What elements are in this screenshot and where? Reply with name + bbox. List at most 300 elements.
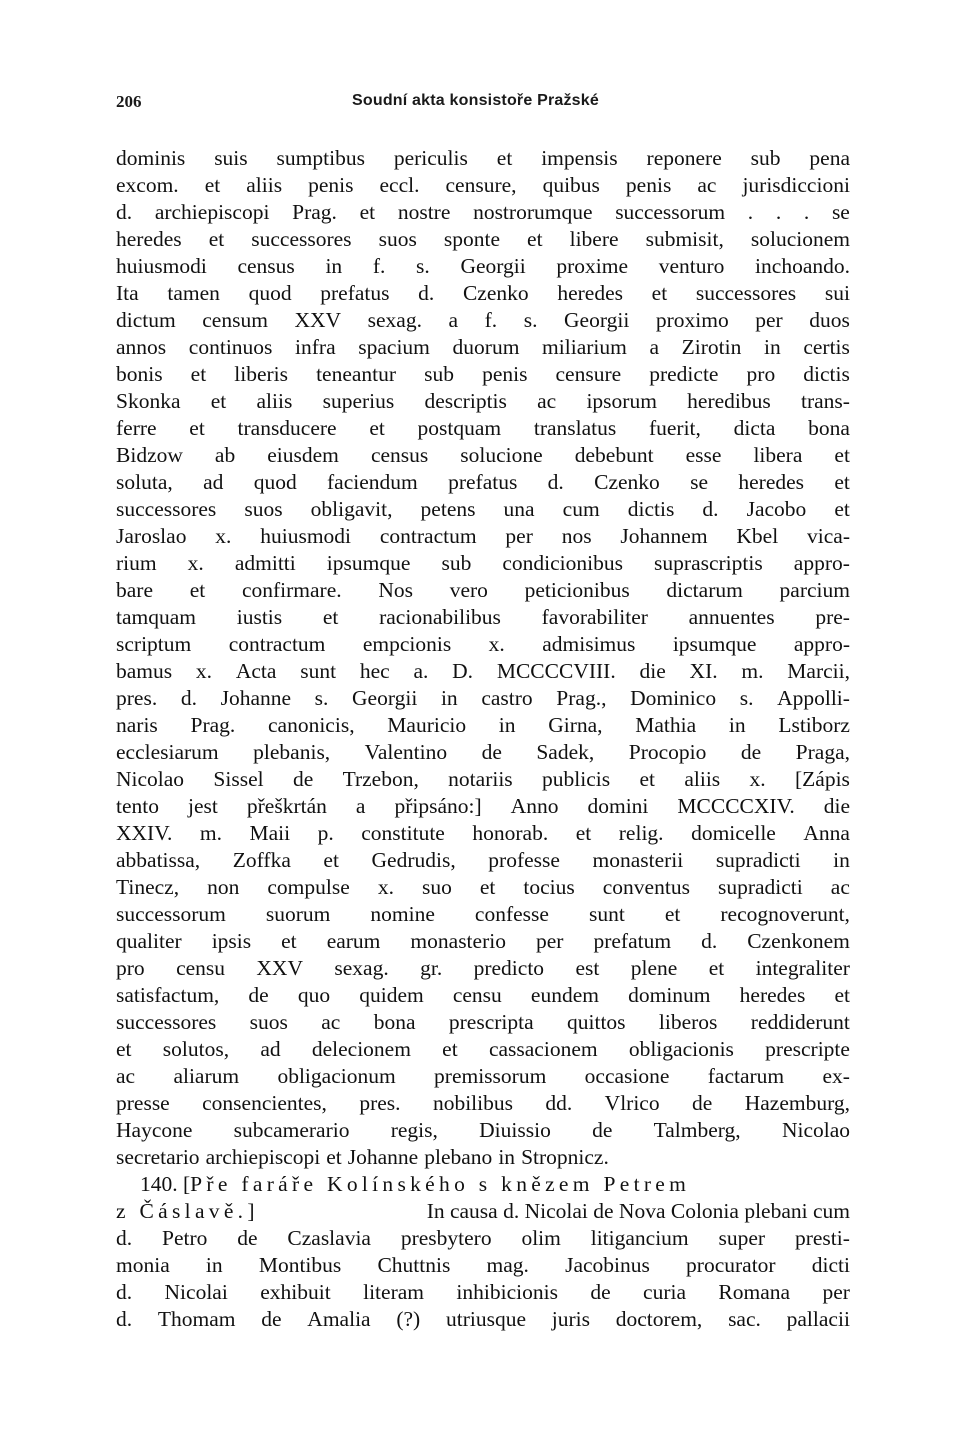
word: MCCCCXIV. bbox=[677, 794, 795, 818]
word: curia bbox=[643, 1280, 687, 1304]
word: petens bbox=[420, 497, 476, 521]
word: predicte bbox=[649, 362, 719, 386]
word: prefatus bbox=[448, 470, 518, 494]
word: conventus bbox=[602, 875, 690, 899]
section-line-2 bbox=[116, 1198, 850, 1225]
section-close-bracket: ] bbox=[247, 1199, 255, 1223]
word: prescripte bbox=[765, 1037, 850, 1061]
word: libera bbox=[753, 443, 803, 467]
word: ipsumque bbox=[672, 632, 757, 656]
word: tento bbox=[116, 794, 159, 818]
word: ab bbox=[214, 443, 236, 467]
word: prefatum bbox=[593, 929, 672, 953]
word: in bbox=[763, 335, 781, 359]
section-heading bbox=[140, 1171, 690, 1198]
word: et bbox=[189, 578, 206, 602]
word: continuos bbox=[188, 335, 273, 359]
word: super bbox=[718, 1226, 766, 1250]
word: dominis bbox=[116, 146, 186, 170]
word: [Zápis bbox=[794, 767, 850, 791]
word: et bbox=[496, 146, 513, 170]
word: heredes bbox=[116, 227, 182, 251]
word: canonicis, bbox=[268, 713, 355, 737]
word: bona bbox=[373, 1010, 416, 1034]
text-line bbox=[116, 739, 850, 766]
word: heredibus bbox=[687, 389, 771, 413]
text-line bbox=[116, 766, 850, 793]
word: factarum bbox=[707, 1064, 785, 1088]
word: periculis bbox=[393, 146, 468, 170]
word: Sadek, bbox=[536, 740, 595, 764]
word: dictis bbox=[803, 362, 850, 386]
body-text bbox=[116, 145, 850, 1333]
word: archiepiscopi bbox=[154, 200, 270, 224]
word: regis, bbox=[390, 1118, 438, 1142]
word: de bbox=[261, 1307, 282, 1331]
word: per bbox=[535, 929, 564, 953]
word: domini bbox=[587, 794, 649, 818]
word: x. bbox=[195, 659, 213, 683]
word: m. bbox=[199, 821, 222, 845]
word: dictis bbox=[627, 497, 675, 521]
text-line bbox=[116, 820, 850, 847]
text-line bbox=[116, 847, 850, 874]
word: Prag. bbox=[190, 713, 236, 737]
word: in bbox=[498, 713, 516, 737]
word: olim bbox=[521, 1226, 561, 1250]
text-line bbox=[116, 550, 850, 577]
word: impensis bbox=[541, 146, 618, 170]
word: consencientes, bbox=[202, 1091, 327, 1115]
word: se bbox=[831, 200, 850, 224]
word: submisit, bbox=[645, 227, 724, 251]
word: ac bbox=[537, 389, 557, 413]
word: solucione bbox=[460, 443, 543, 467]
word: liberos bbox=[658, 1010, 718, 1034]
word: est bbox=[575, 956, 600, 980]
word: obligacionis bbox=[628, 1037, 734, 1061]
word: de bbox=[248, 983, 269, 1007]
word: Mauricio bbox=[387, 713, 467, 737]
word: satisfactum, bbox=[116, 983, 220, 1007]
word: professe bbox=[488, 848, 560, 872]
word: d. bbox=[116, 200, 133, 224]
text-line bbox=[116, 415, 850, 442]
word: Johanne bbox=[347, 1145, 419, 1169]
word: pre- bbox=[815, 605, 850, 629]
word: delecionem bbox=[311, 1037, 411, 1061]
word: et bbox=[834, 470, 850, 494]
word: et bbox=[204, 173, 221, 197]
word: successores bbox=[695, 281, 797, 305]
word: a bbox=[649, 335, 660, 359]
word: sunt bbox=[588, 902, 625, 926]
word: nomine bbox=[370, 902, 435, 926]
text-line bbox=[116, 280, 850, 307]
word: Prag., bbox=[556, 686, 607, 710]
word: naris bbox=[116, 713, 158, 737]
word: supradicti bbox=[715, 848, 801, 872]
word: faciendum bbox=[327, 470, 418, 494]
word: sponte bbox=[443, 227, 500, 251]
word: et bbox=[322, 605, 339, 629]
word: excom. bbox=[116, 173, 179, 197]
word: obligacionum bbox=[277, 1064, 396, 1088]
word: pro bbox=[746, 362, 776, 386]
word: plebano bbox=[424, 1145, 493, 1169]
word: x. bbox=[187, 551, 204, 575]
word: exhibuit bbox=[260, 1280, 331, 1304]
word: d. bbox=[180, 686, 197, 710]
word: Romana bbox=[718, 1280, 791, 1304]
word: monia bbox=[116, 1253, 170, 1277]
word: die bbox=[639, 659, 666, 683]
word: Jaroslao bbox=[116, 524, 187, 548]
word: solutos, bbox=[162, 1037, 230, 1061]
text-line bbox=[116, 172, 850, 199]
word: . bbox=[803, 200, 810, 224]
word: quibus bbox=[542, 173, 600, 197]
word: Czaslavia bbox=[287, 1226, 371, 1250]
word: přeškrtán bbox=[246, 794, 327, 818]
word: ipsumque bbox=[326, 551, 411, 575]
word: superius bbox=[322, 389, 395, 413]
text-line bbox=[116, 577, 850, 604]
word: ac bbox=[116, 1064, 136, 1088]
word: Prag. bbox=[292, 200, 337, 224]
page-header bbox=[116, 92, 850, 116]
word: Gedrudis, bbox=[371, 848, 456, 872]
word: scriptum bbox=[116, 632, 192, 656]
word: gr. bbox=[420, 956, 443, 980]
word: postquam bbox=[417, 416, 502, 440]
text-line bbox=[116, 1144, 850, 1171]
text-line bbox=[116, 982, 850, 1009]
section-open-bracket: [ bbox=[183, 1172, 191, 1196]
word: Appolli- bbox=[777, 686, 850, 710]
text-line bbox=[116, 874, 850, 901]
word: suprascriptis bbox=[654, 551, 763, 575]
word: et bbox=[834, 497, 850, 521]
word: utriusque bbox=[445, 1307, 526, 1331]
word: annuentes bbox=[688, 605, 775, 629]
word: abbatissa, bbox=[116, 848, 201, 872]
word: translatus bbox=[533, 416, 617, 440]
word: et bbox=[664, 902, 681, 926]
word: Zirotin bbox=[681, 335, 742, 359]
word: una bbox=[503, 497, 535, 521]
word: debebunt bbox=[574, 443, 654, 467]
word: successores bbox=[116, 1010, 217, 1034]
word: (?) bbox=[396, 1307, 421, 1331]
word: sub bbox=[424, 362, 454, 386]
word: Nos bbox=[378, 578, 413, 602]
word: Lstiborz bbox=[778, 713, 850, 737]
word: Georgii bbox=[352, 686, 418, 710]
word: inchoando. bbox=[755, 254, 850, 278]
word: admisimus bbox=[542, 632, 636, 656]
word: censure, bbox=[445, 173, 517, 197]
word: et bbox=[190, 362, 207, 386]
word: vero bbox=[449, 578, 488, 602]
word: presbytero bbox=[400, 1226, 492, 1250]
word: hec bbox=[359, 659, 390, 683]
word: Ita bbox=[116, 281, 139, 305]
word: dicta bbox=[733, 416, 776, 440]
word: die bbox=[823, 794, 850, 818]
word: earum bbox=[326, 929, 381, 953]
text-line bbox=[116, 631, 850, 658]
word: Procopio bbox=[628, 740, 707, 764]
word: per bbox=[755, 308, 783, 332]
word: d. bbox=[116, 1280, 133, 1304]
word: a bbox=[355, 794, 366, 818]
word: castro bbox=[481, 686, 533, 710]
word: d. bbox=[701, 929, 718, 953]
word: d. bbox=[547, 470, 564, 494]
word: de bbox=[692, 1091, 713, 1115]
word: et bbox=[369, 416, 385, 440]
word: censum bbox=[202, 308, 268, 332]
paragraph-main bbox=[116, 145, 850, 1171]
word: soluta, bbox=[116, 470, 173, 494]
word: subcamerario bbox=[233, 1118, 350, 1142]
word: archiepiscopi bbox=[205, 1145, 321, 1169]
word: penis bbox=[625, 173, 672, 197]
word: dicti bbox=[811, 1253, 850, 1277]
word: Trzebon, bbox=[342, 767, 419, 791]
word: in bbox=[833, 848, 850, 872]
text-line bbox=[116, 1279, 850, 1306]
word: Haycone bbox=[116, 1118, 193, 1142]
word: in bbox=[325, 254, 343, 278]
word: reddiderunt bbox=[750, 1010, 850, 1034]
word: literam bbox=[363, 1280, 424, 1304]
text-line bbox=[116, 145, 850, 172]
text-line bbox=[116, 658, 850, 685]
word: . bbox=[747, 200, 754, 224]
text-line bbox=[116, 253, 850, 280]
text-line bbox=[116, 1117, 850, 1144]
word: x. bbox=[749, 767, 766, 791]
word: monasterii bbox=[592, 848, 684, 872]
word: nostre bbox=[397, 200, 451, 224]
word: eccl. bbox=[379, 173, 420, 197]
text-line bbox=[116, 928, 850, 955]
word: vica- bbox=[807, 524, 850, 548]
word: et bbox=[323, 848, 339, 872]
word: presti- bbox=[794, 1226, 850, 1250]
word: pres. bbox=[116, 686, 158, 710]
word: d. bbox=[116, 1226, 133, 1250]
word: Maii bbox=[249, 821, 291, 845]
word: a. bbox=[413, 659, 429, 683]
section-heading-line bbox=[116, 1171, 850, 1198]
text-line bbox=[116, 1063, 850, 1090]
word: dictarum bbox=[666, 578, 743, 602]
word: heredes bbox=[738, 470, 805, 494]
word: Montibus bbox=[258, 1253, 342, 1277]
word: solucionem bbox=[750, 227, 850, 251]
word: ferre bbox=[116, 416, 157, 440]
word: Tinecz, bbox=[116, 875, 180, 899]
word: et bbox=[326, 1145, 342, 1169]
word: Nicolao bbox=[781, 1118, 850, 1142]
word: aliarum bbox=[173, 1064, 240, 1088]
word: sac. bbox=[728, 1307, 761, 1331]
word: censure bbox=[555, 362, 622, 386]
word: Georgii bbox=[564, 308, 630, 332]
word: iustis bbox=[236, 605, 283, 629]
word: eiusdem bbox=[267, 443, 339, 467]
word: relig. bbox=[618, 821, 664, 845]
word: supradicti bbox=[717, 875, 803, 899]
word: aliis bbox=[684, 767, 721, 791]
word: honorab. bbox=[472, 821, 549, 845]
word: MCCCCVIII. bbox=[496, 659, 616, 683]
word: procurator bbox=[686, 1253, 776, 1277]
word: f. bbox=[484, 308, 498, 332]
word: tamen bbox=[167, 281, 220, 305]
word: certis bbox=[803, 335, 850, 359]
word: integraliter bbox=[755, 956, 850, 980]
word: litigancium bbox=[590, 1226, 689, 1250]
word: Jacobinus bbox=[565, 1253, 650, 1277]
word: ad bbox=[203, 470, 224, 494]
word: in bbox=[498, 1145, 516, 1169]
word: Hazemburg, bbox=[744, 1091, 850, 1115]
word: ex- bbox=[822, 1064, 850, 1088]
word: occasione bbox=[584, 1064, 670, 1088]
word: teneantur bbox=[316, 362, 397, 386]
word: parcium bbox=[779, 578, 850, 602]
word: fuerit, bbox=[648, 416, 701, 440]
word: de bbox=[481, 740, 502, 764]
word: et bbox=[189, 416, 205, 440]
word: publicis bbox=[542, 767, 611, 791]
word: heredes bbox=[739, 983, 806, 1007]
word: contractum bbox=[379, 524, 477, 548]
word: XXV bbox=[256, 956, 303, 980]
word: notariis bbox=[448, 767, 513, 791]
word: empcionis bbox=[362, 632, 452, 656]
word: Marcii, bbox=[787, 659, 850, 683]
word: huiusmodi bbox=[116, 254, 207, 278]
word: Kbel bbox=[736, 524, 779, 548]
text-line bbox=[116, 1306, 850, 1333]
text-line bbox=[116, 793, 850, 820]
word: pres. bbox=[359, 1091, 401, 1115]
word: appro- bbox=[793, 551, 850, 575]
word: dd. bbox=[545, 1091, 573, 1115]
word: Petro bbox=[161, 1226, 208, 1250]
word: quod bbox=[253, 470, 297, 494]
word: condicionibus bbox=[502, 551, 623, 575]
word: Bidzow bbox=[116, 443, 183, 467]
word: eundem bbox=[530, 983, 599, 1007]
word: suos bbox=[249, 1010, 288, 1034]
word: appro- bbox=[793, 632, 850, 656]
word: compulse bbox=[267, 875, 350, 899]
word: sub bbox=[441, 551, 472, 575]
word: Nicolai bbox=[164, 1280, 228, 1304]
word: Stropnicz. bbox=[521, 1145, 609, 1169]
word: et bbox=[708, 956, 725, 980]
word: ecclesiarum bbox=[116, 740, 219, 764]
word: proximo bbox=[655, 308, 729, 332]
text-line bbox=[116, 1252, 850, 1279]
word: Talmberg, bbox=[653, 1118, 741, 1142]
section-line-rest: In causa d. Nicolai de Nova Colonia plebani cum bbox=[426, 1199, 850, 1223]
word: aliis bbox=[246, 173, 283, 197]
word: et bbox=[834, 443, 850, 467]
word: miliarium bbox=[542, 335, 627, 359]
section-number: 140. bbox=[140, 1172, 178, 1196]
word: se bbox=[690, 470, 709, 494]
word: proxime bbox=[556, 254, 629, 278]
word: penis bbox=[308, 173, 354, 197]
word: secretario bbox=[116, 1145, 200, 1169]
word: m. bbox=[741, 659, 764, 683]
word: tamquam bbox=[116, 605, 197, 629]
word: dictum bbox=[116, 308, 176, 332]
word: de bbox=[590, 1280, 611, 1304]
word: ipsorum bbox=[586, 389, 657, 413]
word: Czenkonem bbox=[747, 929, 850, 953]
word: Valentino bbox=[364, 740, 448, 764]
word: jurisdiccioni bbox=[742, 173, 850, 197]
word: bona bbox=[808, 416, 850, 440]
word: inhibicionis bbox=[456, 1280, 558, 1304]
word: f. bbox=[372, 254, 386, 278]
word: ad bbox=[260, 1037, 281, 1061]
word: annos bbox=[116, 335, 167, 359]
word: pro bbox=[116, 956, 145, 980]
word: sunt bbox=[300, 659, 337, 683]
word: plebanis, bbox=[253, 740, 331, 764]
word: et bbox=[639, 767, 655, 791]
word: sexag. bbox=[334, 956, 389, 980]
word: per bbox=[822, 1280, 850, 1304]
word: sub bbox=[750, 146, 781, 170]
word: rium bbox=[116, 551, 157, 575]
word: x. bbox=[488, 632, 505, 656]
text-line bbox=[116, 523, 850, 550]
word: duos bbox=[809, 308, 850, 332]
word: Czenko bbox=[594, 470, 660, 494]
word: heredes bbox=[557, 281, 623, 305]
word: Georgii bbox=[460, 254, 526, 278]
word: nobilibus bbox=[432, 1091, 513, 1115]
word: census bbox=[237, 254, 295, 278]
word: ac bbox=[321, 1010, 341, 1034]
word: contractum bbox=[228, 632, 326, 656]
word: Vlrico bbox=[604, 1091, 660, 1115]
text-line bbox=[116, 199, 850, 226]
word: transducere bbox=[237, 416, 337, 440]
word: cum bbox=[562, 497, 600, 521]
word: de bbox=[740, 740, 762, 764]
word: Nicolao bbox=[116, 767, 185, 791]
word: prefatus bbox=[320, 281, 390, 305]
word: ac bbox=[830, 875, 850, 899]
text-line bbox=[116, 901, 850, 928]
word: XXV bbox=[294, 308, 342, 332]
word: monasterio bbox=[410, 929, 506, 953]
word: Girna, bbox=[548, 713, 603, 737]
word: quo bbox=[297, 983, 331, 1007]
word: s. bbox=[314, 686, 329, 710]
